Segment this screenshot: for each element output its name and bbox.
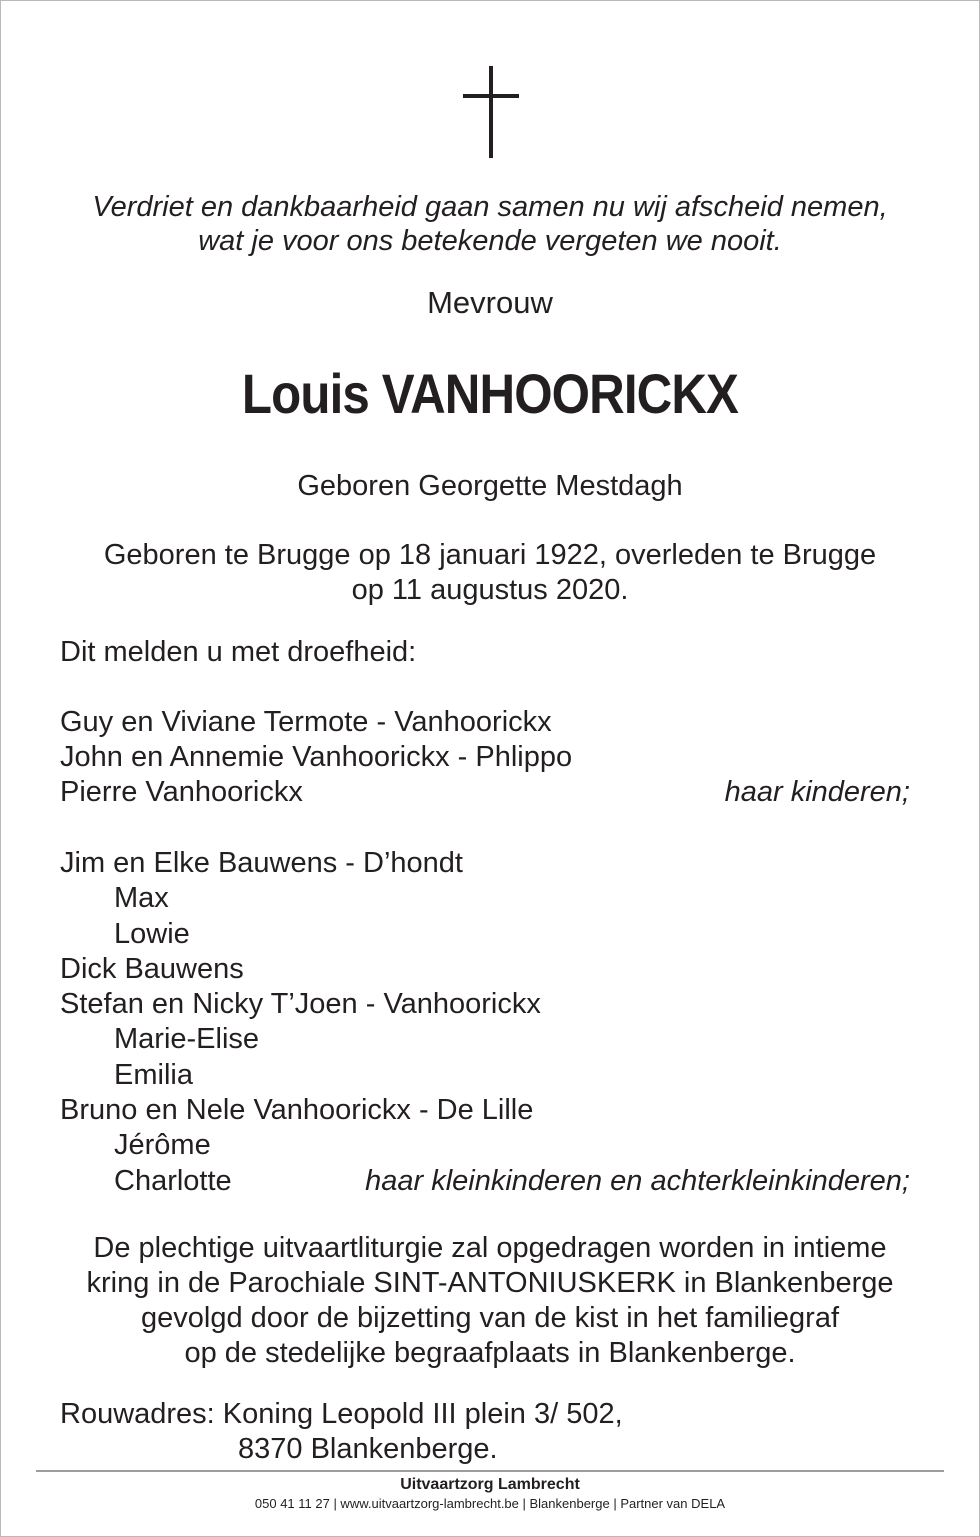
children-role: haar kinderen; (724, 776, 910, 808)
funeral-line-4: op de stedelijke begraafplaats in Blankenberge. (184, 1337, 796, 1369)
cross-icon (463, 66, 519, 158)
grandchildren-role: haar kleinkinderen en achterkleinkinderen; (365, 1165, 910, 1197)
grandchild-name: Jim en Elke Bauwens - D’hondt (60, 847, 463, 879)
funeral-line-1: De plechtige uitvaartliturgie zal opgedragen worden in intieme (93, 1232, 887, 1264)
child-name: John en Annemie Vanhoorickx - Phlippo (60, 741, 573, 773)
grandchild-name: Dick Bauwens (60, 953, 244, 985)
great-grandchild-name: Max (114, 882, 169, 914)
footer-company: Uitvaartzorg Lambrecht (400, 1476, 580, 1493)
great-grandchild-name: Charlotte (114, 1165, 232, 1197)
grandchild-name: Stefan en Nicky T’Joen - Vanhoorickx (60, 988, 541, 1020)
child-name: Pierre Vanhoorickx (60, 776, 303, 808)
funeral-line-2: kring in de Parochiale SINT-ANTONIUSKERK in Blankenberge (86, 1267, 894, 1299)
deceased-title: Mevrouw (427, 285, 553, 320)
life-dates-line-1: Geboren te Brugge op 18 januari 1922, overleden te Brugge (103, 539, 877, 571)
address-line-1: Rouwadres: Koning Leopold III plein 3/ 502, (60, 1398, 623, 1430)
deceased-name: Louis VANHOORICKX (241, 362, 739, 425)
address-line-2: 8370 Blankenberge. (238, 1433, 498, 1465)
great-grandchild-name: Emilia (114, 1059, 193, 1091)
life-dates-line-2: op 11 augustus 2020. (351, 574, 629, 606)
footer-divider (36, 1470, 944, 1472)
footer-info: 050 41 11 27 | www.uitvaartzorg-lambrecht.be | Blankenberge | Partner van DELA (254, 1496, 726, 1511)
great-grandchild-name: Lowie (114, 918, 190, 950)
grandchild-name: Bruno en Nele Vanhoorickx - De Lille (60, 1094, 534, 1126)
funeral-line-3: gevolgd door de bijzetting van de kist in het familiegraf (140, 1302, 840, 1334)
born-as: Geboren Georgette Mestdagh (297, 470, 683, 502)
motto-line-2: wat je voor ons betekende vergeten we nooit. (198, 225, 782, 257)
great-grandchild-name: Marie-Elise (114, 1023, 260, 1055)
motto-line-1: Verdriet en dankbaarheid gaan samen nu wij afscheid nemen, (92, 191, 888, 223)
life-dates (0, 538, 980, 608)
child-name: Guy en Viviane Termote - Vanhoorickx (60, 706, 552, 738)
motto (0, 190, 980, 258)
announcement: Dit melden u met droefheid: (60, 636, 417, 668)
funeral-details (0, 1231, 980, 1371)
great-grandchild-name: Jérôme (114, 1129, 211, 1161)
